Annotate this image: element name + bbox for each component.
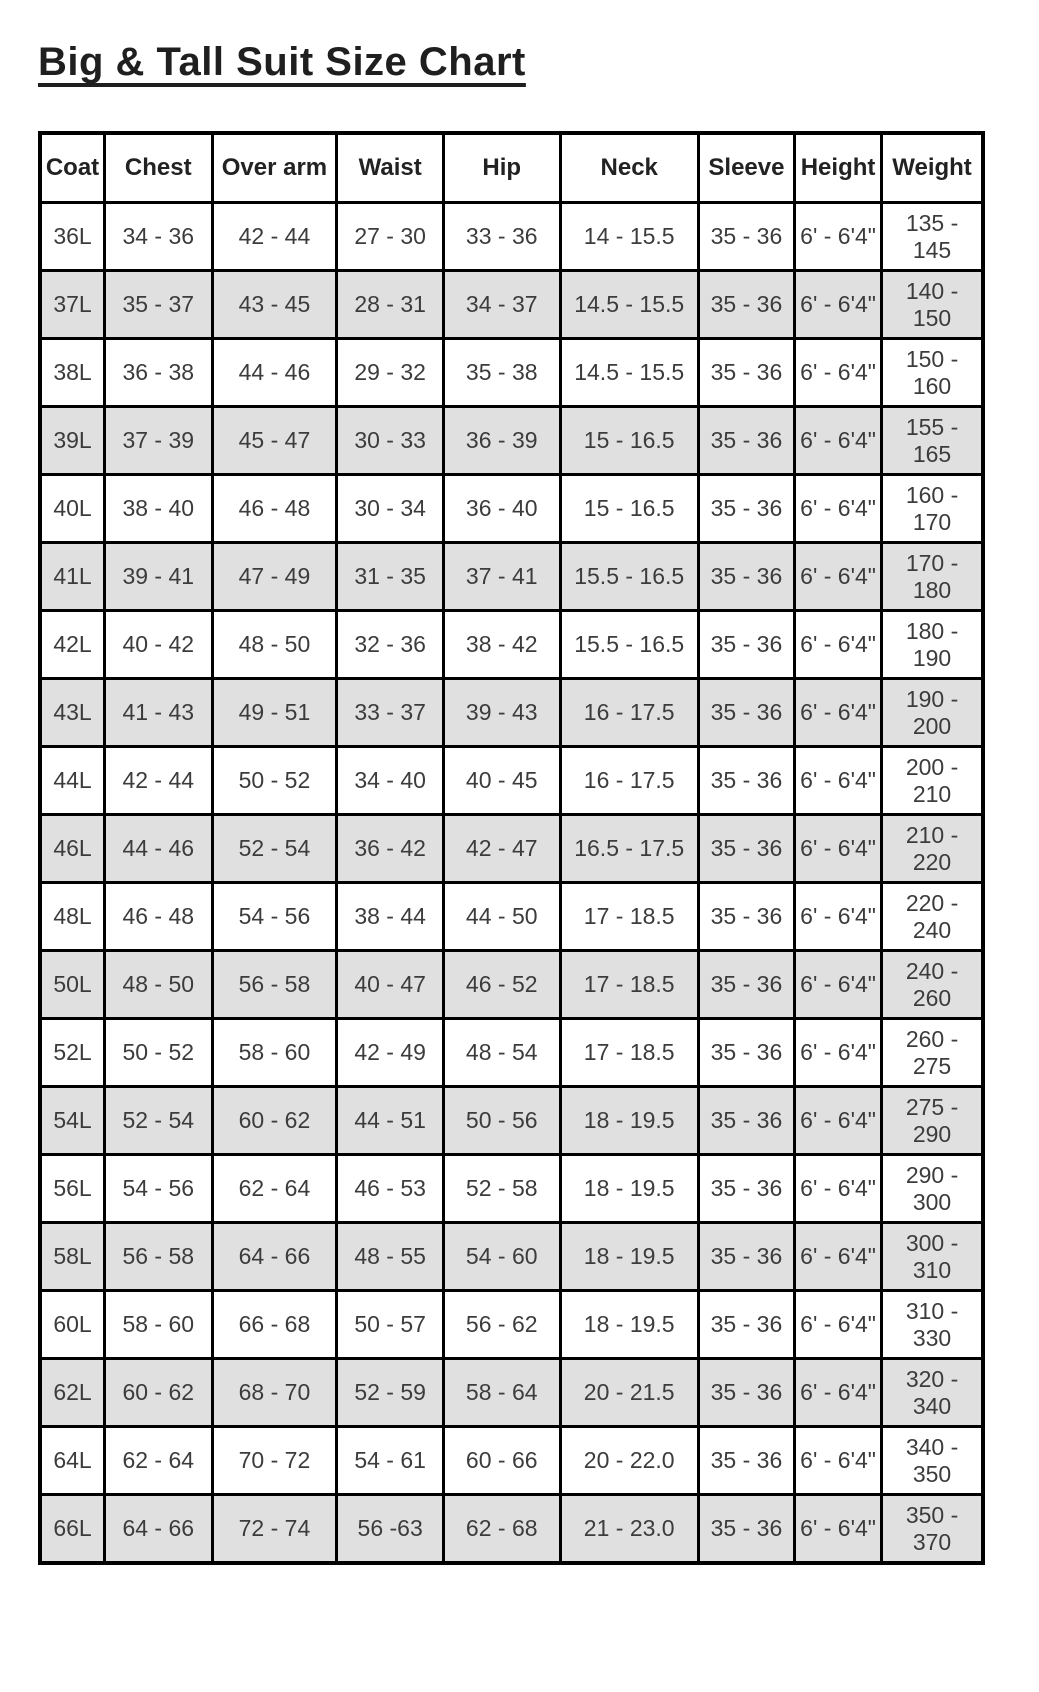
table-row bbox=[40, 611, 983, 679]
size-range-cell: 135 - 145 bbox=[882, 203, 983, 271]
size-range-cell: 35 - 36 bbox=[698, 1291, 794, 1359]
suit-size-chart-table bbox=[38, 131, 985, 1565]
size-range-cell: 35 - 37 bbox=[105, 271, 213, 339]
size-range-cell: 33 - 37 bbox=[337, 679, 443, 747]
column-header: Weight bbox=[882, 133, 983, 203]
size-range-cell: 210 - 220 bbox=[882, 815, 983, 883]
size-range-cell: 56 - 58 bbox=[105, 1223, 213, 1291]
size-range-cell: 40 - 47 bbox=[337, 951, 443, 1019]
size-range-cell: 300 - 310 bbox=[882, 1223, 983, 1291]
size-range-cell: 35 - 36 bbox=[698, 1155, 794, 1223]
size-range-cell: 38 - 44 bbox=[337, 883, 443, 951]
coat-size-cell: 66L bbox=[40, 1495, 105, 1564]
table-row bbox=[40, 1291, 983, 1359]
size-range-cell: 39 - 41 bbox=[105, 543, 213, 611]
size-range-cell: 36 - 40 bbox=[443, 475, 560, 543]
coat-size-cell: 38L bbox=[40, 339, 105, 407]
size-range-cell: 72 - 74 bbox=[212, 1495, 337, 1564]
size-range-cell: 6' - 6'4" bbox=[795, 339, 882, 407]
size-range-cell: 30 - 33 bbox=[337, 407, 443, 475]
size-range-cell: 41 - 43 bbox=[105, 679, 213, 747]
coat-size-cell: 39L bbox=[40, 407, 105, 475]
size-range-cell: 54 - 56 bbox=[105, 1155, 213, 1223]
size-range-cell: 35 - 36 bbox=[698, 339, 794, 407]
size-range-cell: 50 - 57 bbox=[337, 1291, 443, 1359]
size-range-cell: 6' - 6'4" bbox=[795, 611, 882, 679]
size-range-cell: 6' - 6'4" bbox=[795, 1155, 882, 1223]
size-range-cell: 46 - 48 bbox=[105, 883, 213, 951]
size-range-cell: 6' - 6'4" bbox=[795, 815, 882, 883]
table-body bbox=[40, 203, 983, 1564]
coat-size-cell: 50L bbox=[40, 951, 105, 1019]
size-range-cell: 50 - 52 bbox=[105, 1019, 213, 1087]
size-range-cell: 160 - 170 bbox=[882, 475, 983, 543]
table-row bbox=[40, 543, 983, 611]
table-row bbox=[40, 1427, 983, 1495]
size-range-cell: 170 - 180 bbox=[882, 543, 983, 611]
table-row bbox=[40, 1359, 983, 1427]
size-range-cell: 56 - 62 bbox=[443, 1291, 560, 1359]
size-range-cell: 36 - 39 bbox=[443, 407, 560, 475]
size-range-cell: 35 - 36 bbox=[698, 611, 794, 679]
coat-size-cell: 64L bbox=[40, 1427, 105, 1495]
table-row bbox=[40, 407, 983, 475]
size-range-cell: 52 - 54 bbox=[105, 1087, 213, 1155]
size-range-cell: 290 - 300 bbox=[882, 1155, 983, 1223]
size-range-cell: 70 - 72 bbox=[212, 1427, 337, 1495]
size-range-cell: 58 - 64 bbox=[443, 1359, 560, 1427]
column-header: Coat bbox=[40, 133, 105, 203]
size-range-cell: 60 - 62 bbox=[105, 1359, 213, 1427]
size-range-cell: 48 - 50 bbox=[105, 951, 213, 1019]
size-range-cell: 27 - 30 bbox=[337, 203, 443, 271]
size-range-cell: 56 -63 bbox=[337, 1495, 443, 1564]
size-range-cell: 6' - 6'4" bbox=[795, 747, 882, 815]
size-range-cell: 46 - 48 bbox=[212, 475, 337, 543]
size-range-cell: 6' - 6'4" bbox=[795, 1291, 882, 1359]
column-header: Chest bbox=[105, 133, 213, 203]
size-range-cell: 15.5 - 16.5 bbox=[560, 611, 698, 679]
size-range-cell: 36 - 42 bbox=[337, 815, 443, 883]
size-range-cell: 6' - 6'4" bbox=[795, 475, 882, 543]
size-range-cell: 275 - 290 bbox=[882, 1087, 983, 1155]
size-range-cell: 35 - 36 bbox=[698, 1359, 794, 1427]
size-range-cell: 6' - 6'4" bbox=[795, 407, 882, 475]
size-range-cell: 62 - 68 bbox=[443, 1495, 560, 1564]
size-range-cell: 14 - 15.5 bbox=[560, 203, 698, 271]
coat-size-cell: 36L bbox=[40, 203, 105, 271]
size-range-cell: 15 - 16.5 bbox=[560, 475, 698, 543]
size-range-cell: 34 - 37 bbox=[443, 271, 560, 339]
size-range-cell: 30 - 34 bbox=[337, 475, 443, 543]
size-range-cell: 50 - 52 bbox=[212, 747, 337, 815]
size-range-cell: 6' - 6'4" bbox=[795, 203, 882, 271]
size-range-cell: 18 - 19.5 bbox=[560, 1223, 698, 1291]
coat-size-cell: 56L bbox=[40, 1155, 105, 1223]
size-range-cell: 35 - 38 bbox=[443, 339, 560, 407]
size-range-cell: 35 - 36 bbox=[698, 883, 794, 951]
size-range-cell: 28 - 31 bbox=[337, 271, 443, 339]
size-range-cell: 32 - 36 bbox=[337, 611, 443, 679]
size-range-cell: 340 - 350 bbox=[882, 1427, 983, 1495]
size-range-cell: 220 - 240 bbox=[882, 883, 983, 951]
size-range-cell: 35 - 36 bbox=[698, 1087, 794, 1155]
size-range-cell: 320 - 340 bbox=[882, 1359, 983, 1427]
size-range-cell: 60 - 66 bbox=[443, 1427, 560, 1495]
size-range-cell: 21 - 23.0 bbox=[560, 1495, 698, 1564]
size-range-cell: 190 - 200 bbox=[882, 679, 983, 747]
size-range-cell: 6' - 6'4" bbox=[795, 1019, 882, 1087]
size-range-cell: 17 - 18.5 bbox=[560, 883, 698, 951]
coat-size-cell: 44L bbox=[40, 747, 105, 815]
size-range-cell: 18 - 19.5 bbox=[560, 1087, 698, 1155]
size-range-cell: 48 - 54 bbox=[443, 1019, 560, 1087]
size-range-cell: 44 - 51 bbox=[337, 1087, 443, 1155]
size-range-cell: 50 - 56 bbox=[443, 1087, 560, 1155]
size-range-cell: 18 - 19.5 bbox=[560, 1155, 698, 1223]
size-range-cell: 46 - 52 bbox=[443, 951, 560, 1019]
size-range-cell: 42 - 44 bbox=[105, 747, 213, 815]
coat-size-cell: 40L bbox=[40, 475, 105, 543]
table-row bbox=[40, 203, 983, 271]
size-range-cell: 14.5 - 15.5 bbox=[560, 339, 698, 407]
size-range-cell: 260 - 275 bbox=[882, 1019, 983, 1087]
coat-size-cell: 58L bbox=[40, 1223, 105, 1291]
size-range-cell: 15.5 - 16.5 bbox=[560, 543, 698, 611]
size-range-cell: 35 - 36 bbox=[698, 1223, 794, 1291]
size-range-cell: 35 - 36 bbox=[698, 679, 794, 747]
size-range-cell: 58 - 60 bbox=[212, 1019, 337, 1087]
size-range-cell: 33 - 36 bbox=[443, 203, 560, 271]
size-range-cell: 34 - 40 bbox=[337, 747, 443, 815]
coat-size-cell: 60L bbox=[40, 1291, 105, 1359]
size-range-cell: 20 - 21.5 bbox=[560, 1359, 698, 1427]
size-range-cell: 42 - 47 bbox=[443, 815, 560, 883]
size-range-cell: 37 - 41 bbox=[443, 543, 560, 611]
size-range-cell: 52 - 58 bbox=[443, 1155, 560, 1223]
size-range-cell: 40 - 42 bbox=[105, 611, 213, 679]
size-range-cell: 35 - 36 bbox=[698, 475, 794, 543]
coat-size-cell: 46L bbox=[40, 815, 105, 883]
size-range-cell: 20 - 22.0 bbox=[560, 1427, 698, 1495]
size-range-cell: 54 - 61 bbox=[337, 1427, 443, 1495]
size-range-cell: 52 - 54 bbox=[212, 815, 337, 883]
size-range-cell: 44 - 50 bbox=[443, 883, 560, 951]
size-range-cell: 29 - 32 bbox=[337, 339, 443, 407]
size-range-cell: 6' - 6'4" bbox=[795, 1087, 882, 1155]
size-range-cell: 62 - 64 bbox=[212, 1155, 337, 1223]
size-range-cell: 60 - 62 bbox=[212, 1087, 337, 1155]
table-row bbox=[40, 883, 983, 951]
size-range-cell: 38 - 42 bbox=[443, 611, 560, 679]
table-row bbox=[40, 1155, 983, 1223]
coat-size-cell: 48L bbox=[40, 883, 105, 951]
size-range-cell: 64 - 66 bbox=[212, 1223, 337, 1291]
size-range-cell: 35 - 36 bbox=[698, 951, 794, 1019]
coat-size-cell: 62L bbox=[40, 1359, 105, 1427]
size-range-cell: 6' - 6'4" bbox=[795, 271, 882, 339]
size-range-cell: 56 - 58 bbox=[212, 951, 337, 1019]
size-range-cell: 48 - 55 bbox=[337, 1223, 443, 1291]
size-range-cell: 350 - 370 bbox=[882, 1495, 983, 1564]
table-row bbox=[40, 1223, 983, 1291]
table-row bbox=[40, 475, 983, 543]
size-range-cell: 6' - 6'4" bbox=[795, 543, 882, 611]
size-range-cell: 52 - 59 bbox=[337, 1359, 443, 1427]
column-header: Waist bbox=[337, 133, 443, 203]
column-header: Over arm bbox=[212, 133, 337, 203]
size-range-cell: 35 - 36 bbox=[698, 815, 794, 883]
size-range-cell: 15 - 16.5 bbox=[560, 407, 698, 475]
size-range-cell: 17 - 18.5 bbox=[560, 1019, 698, 1087]
size-range-cell: 35 - 36 bbox=[698, 1019, 794, 1087]
size-range-cell: 18 - 19.5 bbox=[560, 1291, 698, 1359]
coat-size-cell: 42L bbox=[40, 611, 105, 679]
size-range-cell: 49 - 51 bbox=[212, 679, 337, 747]
table-row bbox=[40, 1087, 983, 1155]
coat-size-cell: 41L bbox=[40, 543, 105, 611]
size-range-cell: 16 - 17.5 bbox=[560, 747, 698, 815]
size-range-cell: 310 - 330 bbox=[882, 1291, 983, 1359]
coat-size-cell: 52L bbox=[40, 1019, 105, 1087]
size-range-cell: 34 - 36 bbox=[105, 203, 213, 271]
coat-size-cell: 54L bbox=[40, 1087, 105, 1155]
size-range-cell: 42 - 44 bbox=[212, 203, 337, 271]
column-header: Neck bbox=[560, 133, 698, 203]
size-range-cell: 180 - 190 bbox=[882, 611, 983, 679]
size-range-cell: 155 - 165 bbox=[882, 407, 983, 475]
header-row bbox=[40, 133, 983, 203]
table-row bbox=[40, 1019, 983, 1087]
size-range-cell: 140 - 150 bbox=[882, 271, 983, 339]
size-range-cell: 6' - 6'4" bbox=[795, 679, 882, 747]
size-range-cell: 35 - 36 bbox=[698, 747, 794, 815]
size-range-cell: 42 - 49 bbox=[337, 1019, 443, 1087]
table-row bbox=[40, 815, 983, 883]
size-range-cell: 6' - 6'4" bbox=[795, 1495, 882, 1564]
size-range-cell: 6' - 6'4" bbox=[795, 1359, 882, 1427]
size-range-cell: 16.5 - 17.5 bbox=[560, 815, 698, 883]
size-range-cell: 62 - 64 bbox=[105, 1427, 213, 1495]
size-range-cell: 35 - 36 bbox=[698, 407, 794, 475]
size-range-cell: 38 - 40 bbox=[105, 475, 213, 543]
size-range-cell: 47 - 49 bbox=[212, 543, 337, 611]
column-header: Hip bbox=[443, 133, 560, 203]
size-range-cell: 58 - 60 bbox=[105, 1291, 213, 1359]
size-range-cell: 35 - 36 bbox=[698, 1427, 794, 1495]
table-row bbox=[40, 747, 983, 815]
table-row bbox=[40, 1495, 983, 1564]
table-row bbox=[40, 951, 983, 1019]
size-range-cell: 54 - 60 bbox=[443, 1223, 560, 1291]
size-range-cell: 35 - 36 bbox=[698, 543, 794, 611]
table-row bbox=[40, 271, 983, 339]
size-range-cell: 31 - 35 bbox=[337, 543, 443, 611]
size-range-cell: 6' - 6'4" bbox=[795, 951, 882, 1019]
size-range-cell: 36 - 38 bbox=[105, 339, 213, 407]
size-range-cell: 45 - 47 bbox=[212, 407, 337, 475]
size-range-cell: 68 - 70 bbox=[212, 1359, 337, 1427]
size-range-cell: 39 - 43 bbox=[443, 679, 560, 747]
size-range-cell: 46 - 53 bbox=[337, 1155, 443, 1223]
column-header: Sleeve bbox=[698, 133, 794, 203]
size-range-cell: 48 - 50 bbox=[212, 611, 337, 679]
column-header: Height bbox=[795, 133, 882, 203]
size-range-cell: 35 - 36 bbox=[698, 271, 794, 339]
size-range-cell: 200 - 210 bbox=[882, 747, 983, 815]
table-row bbox=[40, 339, 983, 407]
size-range-cell: 6' - 6'4" bbox=[795, 1427, 882, 1495]
size-range-cell: 17 - 18.5 bbox=[560, 951, 698, 1019]
size-range-cell: 6' - 6'4" bbox=[795, 1223, 882, 1291]
size-range-cell: 35 - 36 bbox=[698, 203, 794, 271]
size-range-cell: 40 - 45 bbox=[443, 747, 560, 815]
size-range-cell: 240 - 260 bbox=[882, 951, 983, 1019]
size-range-cell: 64 - 66 bbox=[105, 1495, 213, 1564]
size-range-cell: 43 - 45 bbox=[212, 271, 337, 339]
coat-size-cell: 43L bbox=[40, 679, 105, 747]
size-range-cell: 16 - 17.5 bbox=[560, 679, 698, 747]
size-range-cell: 14.5 - 15.5 bbox=[560, 271, 698, 339]
size-range-cell: 35 - 36 bbox=[698, 1495, 794, 1564]
page-title: Big & Tall Suit Size Chart bbox=[38, 40, 526, 84]
size-range-cell: 37 - 39 bbox=[105, 407, 213, 475]
size-range-cell: 54 - 56 bbox=[212, 883, 337, 951]
size-range-cell: 66 - 68 bbox=[212, 1291, 337, 1359]
coat-size-cell: 37L bbox=[40, 271, 105, 339]
size-range-cell: 44 - 46 bbox=[105, 815, 213, 883]
size-range-cell: 6' - 6'4" bbox=[795, 883, 882, 951]
size-range-cell: 150 - 160 bbox=[882, 339, 983, 407]
size-range-cell: 44 - 46 bbox=[212, 339, 337, 407]
table-row bbox=[40, 679, 983, 747]
